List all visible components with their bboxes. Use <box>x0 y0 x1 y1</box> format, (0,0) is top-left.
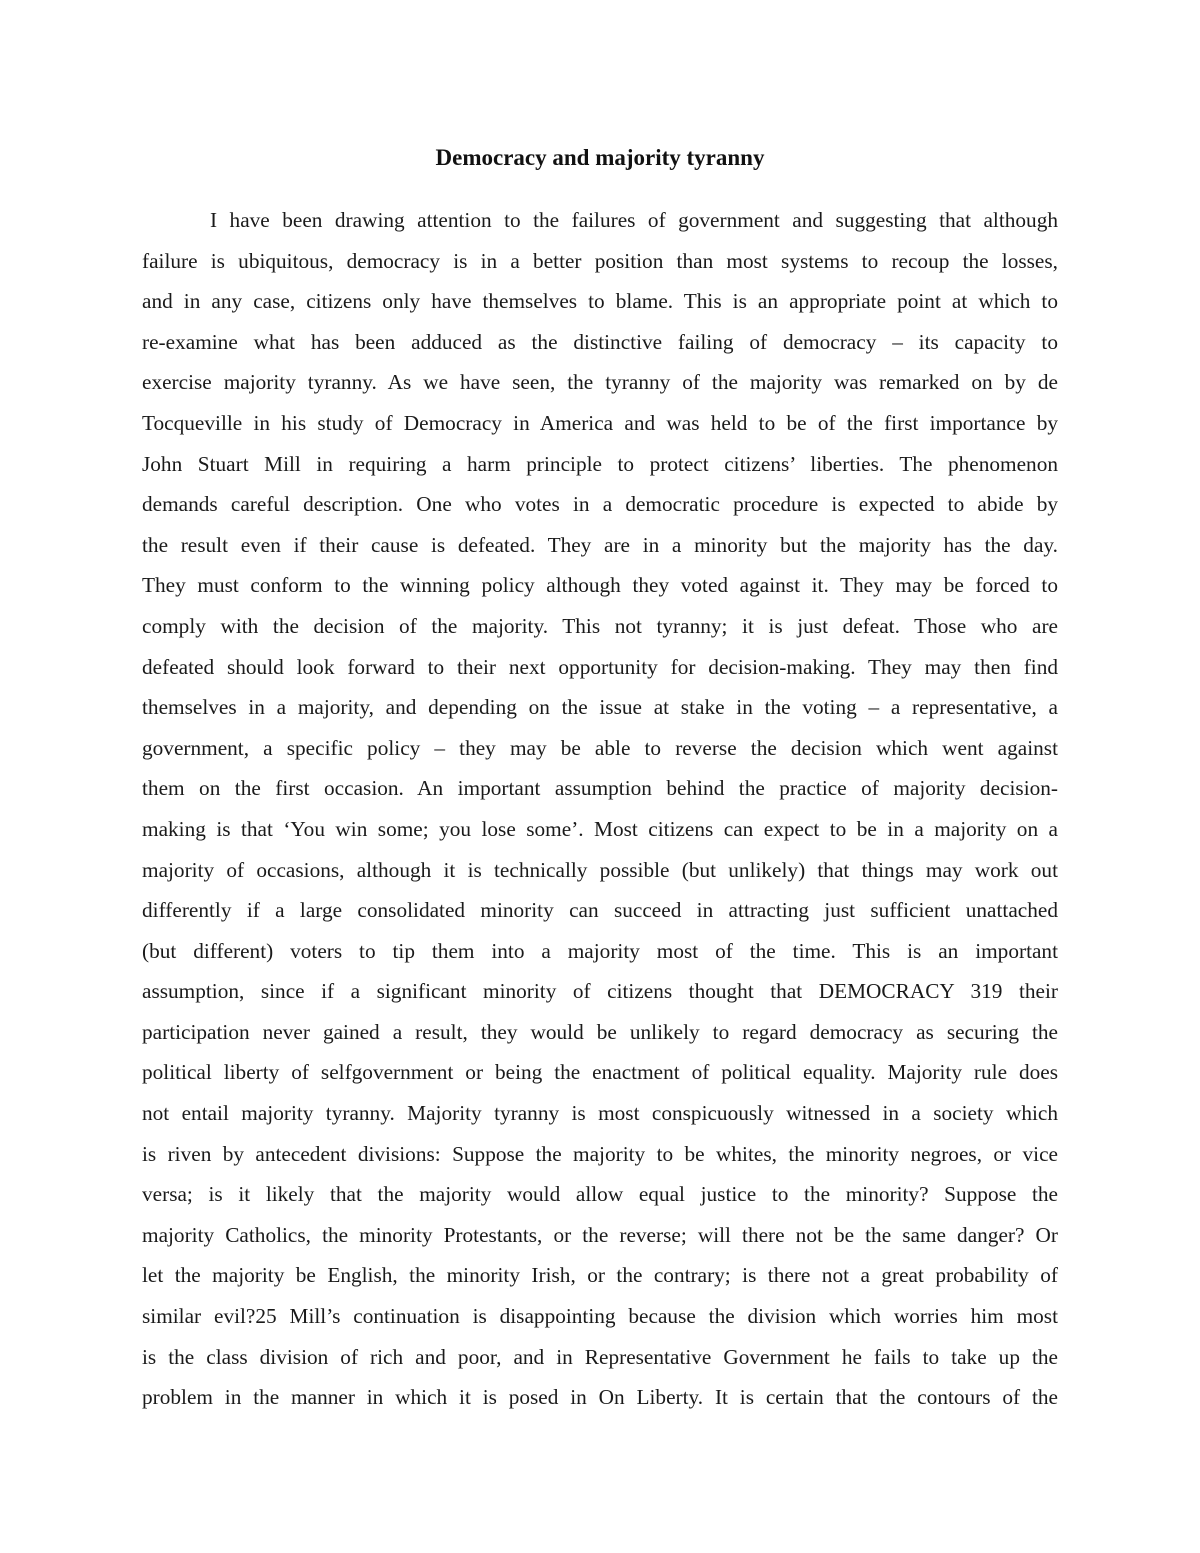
text-line: is the class division of rich and poor, and in Representative Government he fails to take up the <box>142 1344 1058 1369</box>
text-line: exercise majority tyranny. As we have seen, the tyranny of the majority was remarked on by de <box>142 370 1058 395</box>
text-line: assumption, since if a significant minority of citizens thought that DEMOCRACY 319 their <box>142 979 1058 1004</box>
document-title: Democracy and majority tyranny <box>435 145 765 170</box>
text-line: demands careful description. One who votes in a democratic procedure is expected to abide by <box>142 492 1058 517</box>
text-line: majority of occasions, although it is technically possible (but unlikely) that things may work out <box>142 857 1058 882</box>
body-paragraph <box>142 200 1058 1418</box>
text-line: them on the first occasion. An important assumption behind the practice of majority decision- <box>142 776 1058 801</box>
text-line: government, a specific policy – they may be able to reverse the decision which went against <box>142 735 1058 760</box>
text-line: not entail majority tyranny. Majority tyranny is most conspicuously witnessed in a society which <box>142 1101 1058 1126</box>
text-line: is riven by antecedent divisions: Suppose the majority to be whites, the minority negroes, or vice <box>142 1141 1058 1166</box>
text-line: Tocqueville in his study of Democracy in America and was held to be of the first importance by <box>142 410 1058 435</box>
text-line: the result even if their cause is defeated. They are in a minority but the majority has the day. <box>142 532 1058 557</box>
text-line: problem in the manner in which it is posed in On Liberty. It is certain that the contours of the <box>142 1385 1058 1410</box>
text-line: political liberty of selfgovernment or being the enactment of political equality. Majority rule does <box>142 1060 1058 1085</box>
text-line: making is that ‘You win some; you lose some’. Most citizens can expect to be in a majority on a <box>142 816 1058 841</box>
text-line: similar evil?25 Mill’s continuation is disappointing because the division which worries him most <box>142 1304 1058 1329</box>
text-line: failure is ubiquitous, democracy is in a better position than most systems to recoup the losses, <box>142 248 1058 273</box>
text-line: re-examine what has been adduced as the distinctive failing of democracy – its capacity to <box>142 329 1058 354</box>
text-line: (but different) voters to tip them into a majority most of the time. This is an important <box>142 938 1058 963</box>
text-line: themselves in a majority, and depending on the issue at stake in the voting – a representative, a <box>142 695 1058 720</box>
text-line: comply with the decision of the majority. This not tyranny; it is just defeat. Those who are <box>142 613 1058 638</box>
text-line: and in any case, citizens only have themselves to blame. This is an appropriate point at which to <box>142 289 1058 314</box>
text-line: They must conform to the winning policy although they voted against it. They may be forced to <box>142 573 1058 598</box>
text-line: versa; is it likely that the majority would allow equal justice to the minority? Suppose the <box>142 1182 1058 1207</box>
text-line: defeated should look forward to their next opportunity for decision-making. They may then find <box>142 654 1058 679</box>
text-line: participation never gained a result, they would be unlikely to regard democracy as securing the <box>142 1019 1058 1044</box>
text-line: John Stuart Mill in requiring a harm principle to protect citizens’ liberties. The phenomenon <box>142 451 1058 476</box>
text-line: let the majority be English, the minority Irish, or the contrary; is there not a great probability of <box>142 1263 1058 1288</box>
text-line: I have been drawing attention to the failures of government and suggesting that although <box>210 208 1058 232</box>
text-line: majority Catholics, the minority Protestants, or the reverse; will there not be the same danger? Or <box>142 1222 1058 1247</box>
text-line: differently if a large consolidated minority can succeed in attracting just sufficient unattached <box>142 898 1058 923</box>
